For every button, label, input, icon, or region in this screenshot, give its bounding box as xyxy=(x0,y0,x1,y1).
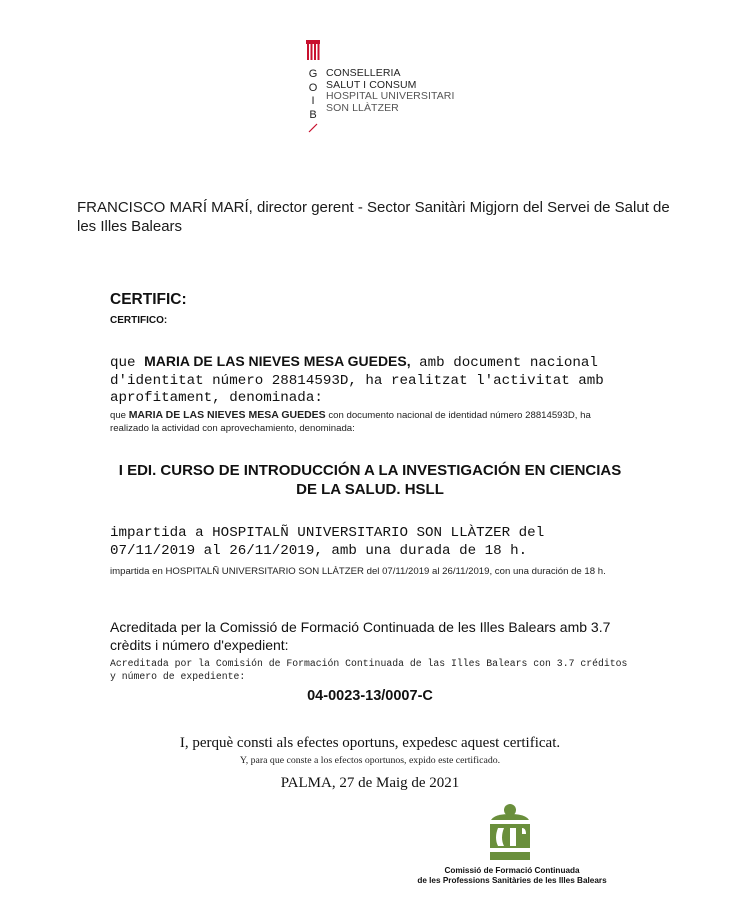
paragraph-text: con documento nacional de identidad número 28814593D, ha realizado la actividad con aprovechamiento, denominada: xyxy=(110,410,591,434)
certific-heading: CERTIFIC: xyxy=(110,291,187,308)
que-text: que xyxy=(110,410,129,421)
org-line: HOSPITAL UNIVERSITARI xyxy=(326,90,455,102)
commission-line: de les Professions Sanitàries de les Illes Balears xyxy=(417,876,607,885)
logo-letter: O xyxy=(308,81,318,94)
certificate-paragraph-ca xyxy=(110,353,630,408)
certifico-heading: CERTIFICO: xyxy=(110,315,168,326)
course-details-es: impartida en HOSPITALÑ UNIVERSITARIO SON LLÀTZER del 07/11/2019 al 26/11/2019, con una duración de 18 h. xyxy=(110,566,606,577)
commission-seal-icon xyxy=(482,802,538,864)
recipient-name: MARIA DE LAS NIEVES MESA GUEDES, xyxy=(144,353,411,369)
goib-logo-letters xyxy=(308,68,318,122)
org-line: CONSELLERIA xyxy=(326,67,401,79)
course-title: I EDI. CURSO DE INTRODUCCIÓN A LA INVESTIGACIÓN EN CIENCIAS DE LA SALUD. HSLL xyxy=(118,462,622,498)
organization-name xyxy=(326,68,455,114)
expedient-number: 04-0023-13/0007-C xyxy=(307,688,433,704)
org-line: SON LLÀTZER xyxy=(326,101,399,114)
paragraph-text: amb document nacional d'identitat número 28814593D, ha realitzat l'activitat amb aprofitament, denominada: xyxy=(110,355,604,406)
que-text: que xyxy=(110,355,145,371)
logo-slash-icon xyxy=(307,123,319,133)
logo-letter: G xyxy=(308,68,318,80)
goib-crest-icon xyxy=(306,40,320,60)
course-details-ca: impartida a HOSPITALÑ UNIVERSITARIO SON LLÀTZER del 07/11/2019 al 26/11/2019, amb una durada de 18 h. xyxy=(110,525,545,559)
accreditation-ca: Acreditada per la Comissió de Formació Continuada de les Illes Balears amb 3.7 crèdits i número d'expedient: xyxy=(110,619,611,653)
commission-caption xyxy=(400,866,624,886)
closing-statement-es: Y, para que conste a los efectos oportunos, expido este certificado. xyxy=(239,755,501,766)
commission-line: Comissió de Formació Continuada xyxy=(444,866,580,875)
place-date: PALMA, 27 de Maig de 2021 xyxy=(280,775,460,791)
org-line: SALUT I CONSUM xyxy=(326,78,417,91)
recipient-name-es: MARIA DE LAS NIEVES MESA GUEDES xyxy=(128,409,326,421)
accreditation-es: Acreditada por la Comisión de Formación Continuada de las Illes Balears con 3.7 créditos y número de expediente: xyxy=(110,658,628,682)
closing-statement-ca: I, perquè consti als efectes oportuns, expedesc aquest certificat. xyxy=(179,735,561,751)
logo-letter: I xyxy=(311,95,315,107)
certificate-paragraph-es xyxy=(110,409,630,435)
logo-letter: B xyxy=(309,108,317,121)
director-statement: FRANCISCO MARÍ MARÍ, director gerent - Sector Sanitàri Migjorn del Servei de Salut de les Illes Balears xyxy=(77,199,670,235)
